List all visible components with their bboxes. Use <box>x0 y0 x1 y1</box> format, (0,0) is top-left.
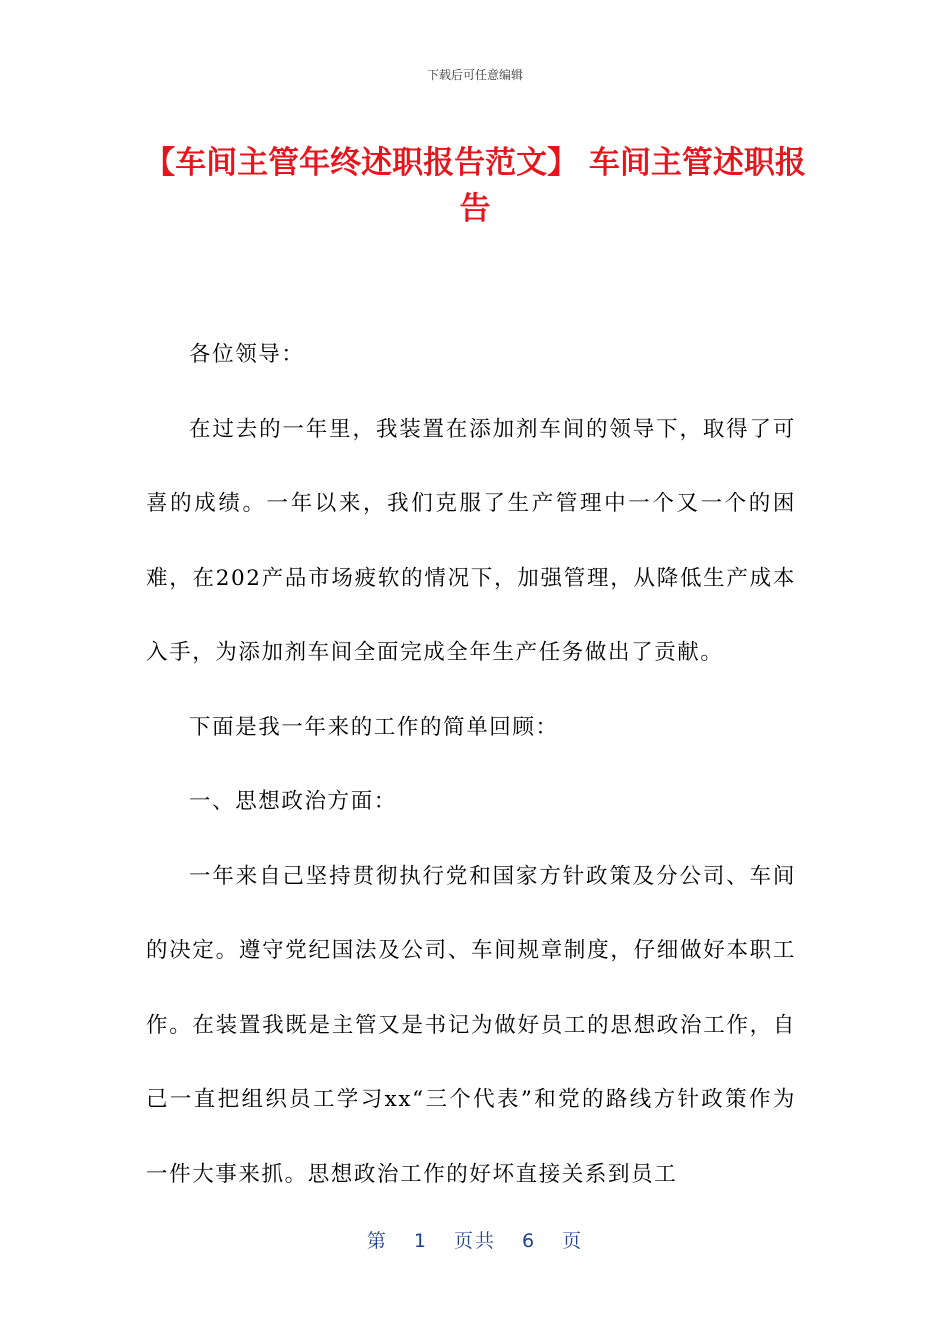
paragraph-review-lead: 下面是我一年来的工作的简单回顾： <box>189 714 559 740</box>
paragraph-salutation: 各位领导： <box>189 342 305 367</box>
document-title: 【车间主管年终述职报告范文】 车间主管述职报告 <box>144 145 806 227</box>
footer-total-pages: 6 <box>522 1230 537 1252</box>
paragraph-political: 一年来自己坚持贯彻执行党和国家方针政策及分公司、车间的决定。遵守党纪国法及公司、车间规章制度，仔细做好本职工作。在装置我既是主管又是书记为做好员工的思想政治工作，自己一直把组织员工学习xx“三个代表”和党的路线方针政策作为一件大事来抓。思想政治工作的好坏直接关系到员工 <box>146 863 796 1187</box>
section-heading-political: 一、思想政治方面： <box>189 789 397 814</box>
footer-current-page: 1 <box>413 1230 428 1252</box>
header-note: 下载后可任意编辑 <box>426 68 523 82</box>
footer-prefix: 第 <box>366 1230 388 1252</box>
paragraph-intro: 在过去的一年里，我装置在添加剂车间的领导下，取得了可喜的成绩。一年以来，我们克服了生产管理中一个又一个的困难，在202产品市场疲软的情况下，加强管理，从降低生产成本入手，为添加剂车间全面完成全年生产任务做出了贡献。 <box>146 416 796 665</box>
footer-suffix: 页 <box>562 1230 584 1252</box>
document-body <box>146 318 796 1212</box>
page-footer <box>0 1226 950 1253</box>
footer-middle: 页共 <box>453 1230 496 1252</box>
